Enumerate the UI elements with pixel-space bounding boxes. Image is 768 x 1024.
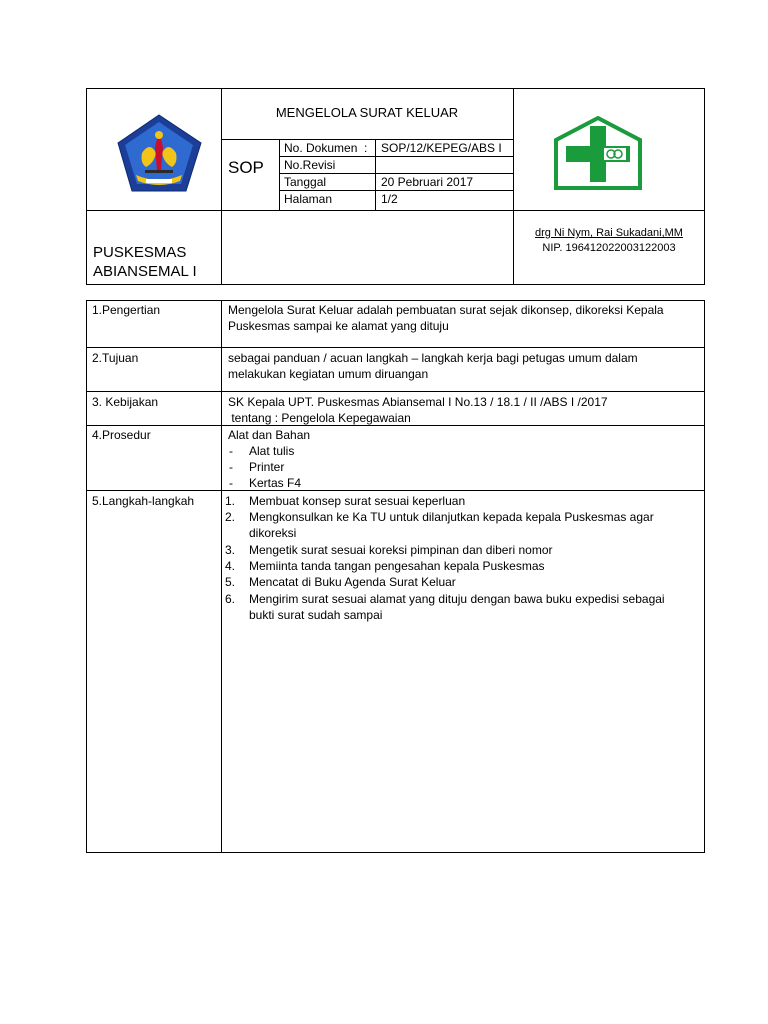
row-label-langkah: 5.Langkah-langkah: [92, 494, 195, 508]
doc-label-no-dokumen: No. Dokumen: [284, 141, 358, 155]
step-text: Memiinta tanda tangan pengesahan kepala Puskesmas: [249, 559, 545, 573]
step-text-continued: dikoreksi: [249, 526, 297, 540]
header-divider-right: [513, 88, 514, 285]
list-item: [225, 558, 700, 574]
header-divider-bottom: [86, 210, 705, 211]
pengertian-line1: Mengelola Surat Keluar adalah pembuatan surat sejak dikonsep, dikoreksi Kepala: [228, 303, 664, 317]
doc-sep-no-dokumen: :: [364, 141, 368, 155]
step-number: 4.: [225, 559, 236, 573]
sop-divider: [279, 139, 280, 210]
doc-value-no-dokumen: SOP/12/KEPEG/ABS I: [381, 141, 502, 155]
prosedur-item: Alat tulis: [249, 444, 295, 458]
bullet-dash: -: [229, 444, 233, 458]
row-divider-1: [86, 347, 705, 348]
row-label-tujuan: 2.Tujuan: [92, 351, 139, 365]
puskesmas-cross-icon: [554, 116, 642, 190]
row-label-kebijakan: 3. Kebijakan: [92, 395, 159, 409]
tujuan-line2: melakukan kegiatan umum diruangan: [228, 367, 429, 381]
doc-value-tanggal: 20 Pebruari 2017: [381, 175, 474, 189]
doc-label-tanggal: Tanggal: [284, 175, 327, 189]
doc-value-halaman: 1/2: [381, 192, 398, 206]
prosedur-heading: Alat dan Bahan: [228, 428, 311, 442]
step-number: 3.: [225, 543, 236, 557]
org-name-line1: PUSKESMAS: [93, 244, 187, 261]
pengertian-line2: Puskesmas sampai ke alamat yang dituju: [228, 319, 449, 333]
step-number: 6.: [225, 592, 236, 606]
row-divider-4: [86, 490, 705, 491]
prosedur-item: Printer: [249, 460, 285, 474]
step-number: 2.: [225, 510, 236, 524]
sop-label: SOP: [228, 158, 264, 177]
step-text: Mengetik surat sesuai koreksi pimpinan dan diberi nomor: [249, 543, 553, 557]
doc-value-divider: [375, 139, 376, 210]
document-title: MENGELOLA SURAT KELUAR: [275, 105, 459, 120]
row-label-pengertian: 1.Pengertian: [92, 303, 161, 317]
step-text: Mengirim surat sesuai alamat yang dituju dengan bawa buku expedisi sebagai: [249, 592, 665, 606]
step-text: Mengkonsulkan ke Ka TU untuk dilanjutkan kepada kepala Puskesmas agar: [249, 510, 654, 524]
kebijakan-line2: tentang : Pengelola Kepegawaian: [228, 411, 411, 425]
org-name-line2: ABIANSEMAL I: [93, 263, 197, 280]
pemkab-badung-crest-icon: [116, 113, 203, 193]
step-number: 1.: [225, 494, 236, 508]
bullet-dash: -: [229, 460, 233, 474]
step-text: Membuat konsep surat sesuai keperluan: [249, 494, 466, 508]
doc-label-no-revisi: No.Revisi: [284, 158, 336, 172]
list-item: [225, 542, 700, 558]
step-number: 5.: [225, 575, 236, 589]
list-item: [225, 591, 700, 623]
prosedur-item: Kertas F4: [249, 476, 302, 490]
body-column-divider: [221, 300, 222, 853]
row-divider-2: [86, 391, 705, 392]
doc-label-halaman: Halaman: [284, 192, 333, 206]
bullet-dash: -: [229, 476, 233, 490]
list-item: [225, 509, 700, 541]
kebijakan-line1: SK Kepala UPT. Puskesmas Abiansemal I No.13 / 18.1 / II /ABS I /2017: [228, 395, 608, 409]
list-item: [225, 574, 700, 590]
step-text-continued: bukti surat sudah sampai: [249, 608, 383, 622]
step-text: Mencatat di Buku Agenda Surat Keluar: [249, 575, 456, 589]
tujuan-line1: sebagai panduan / acuan langkah – langkah kerja bagi petugas umum dalam: [228, 351, 638, 365]
signer-name: drg Ni Nym, Rai Sukadani,MM: [535, 227, 683, 239]
signer-nip: NIP. 196412022003122003: [542, 242, 676, 254]
list-item: [225, 493, 700, 509]
row-label-prosedur: 4.Prosedur: [92, 428, 151, 442]
